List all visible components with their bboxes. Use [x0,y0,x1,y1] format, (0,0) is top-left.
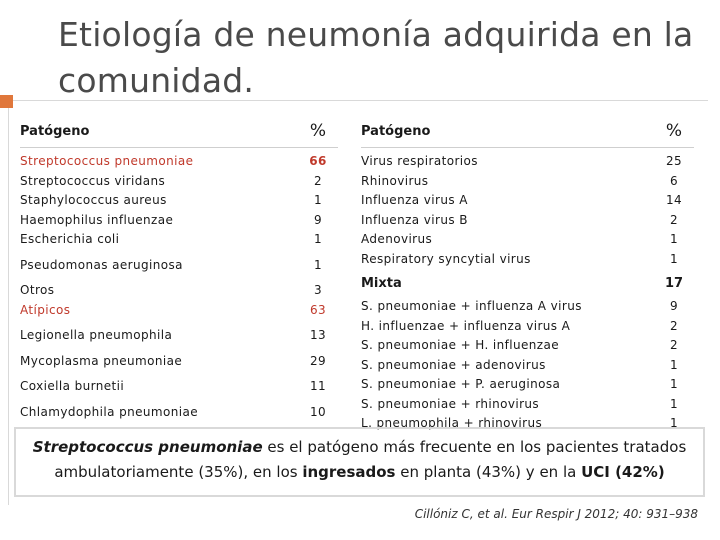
row-name: Atípicos [20,302,71,317]
table-row [361,211,694,231]
row-pct: 1 [313,257,323,272]
row-pct: 14 [665,193,683,207]
table-row [361,297,694,317]
row-pct: 2 [669,212,679,227]
mixed-subheader [361,269,694,297]
row-pct: 1 [669,251,679,266]
left-header-pct: % [309,121,327,141]
row-name: H. influenzae + influenza virus A [361,318,571,333]
table-row [20,230,338,250]
row-pct: 10 [309,404,327,419]
table-row [20,281,338,301]
row-pct: 2 [313,173,323,188]
row-pct: 1 [313,193,323,207]
summary-ingresados: ingresados [302,463,396,481]
table-row [361,356,694,376]
accent-square [0,95,13,108]
row-name: Respiratory syncytial virus [361,251,531,266]
row-name: Staphylococcus aureus [20,193,167,207]
table-row [20,326,338,346]
row-name: Streptococcus viridans [20,173,166,188]
mixed-pct: 17 [664,275,684,291]
row-name: Escherichia coli [20,232,120,246]
table-row [20,256,338,276]
row-name: Influenza virus A [361,193,468,207]
row-pct: 1 [669,357,679,372]
table-row [20,191,338,211]
table-row [361,336,694,356]
slide-title: Etiología de neumonía adquirida en la comunidad. [58,15,694,100]
row-name: Virus respiratorios [361,154,478,168]
table-row [20,301,338,321]
row-name: S. pneumoniae + adenovirus [361,357,546,372]
row-name: S. pneumoniae + P. aeruginosa [361,377,561,391]
table-row [361,152,694,172]
row-pct: 25 [665,154,683,168]
right-header-pct: % [665,121,683,141]
row-pct: 1 [669,232,679,246]
left-pathogen-table [20,115,338,423]
row-name: Chlamydophila pneumoniae [20,404,198,419]
mixed-label: Mixta [361,275,402,291]
table-row [20,352,338,372]
row-name: Coxiella burnetii [20,379,125,393]
row-pct: 3 [313,283,323,297]
row-name: Rhinovirus [361,173,429,188]
row-name: L. pneumophila + rhinovirus [361,416,543,430]
row-name: Haemophilus influenzae [20,212,174,227]
row-name: Adenovirus [361,232,433,246]
table-row [361,317,694,337]
row-name: Otros [20,283,55,297]
right-header-pathogen: Patógeno [361,123,431,139]
row-name: Mycoplasma pneumoniae [20,353,183,368]
divider-vertical [8,100,9,505]
summary-organism: Streptococcus pneumoniae [32,438,263,456]
left-table-header [20,115,338,148]
table-row [361,172,694,192]
row-name: Legionella pneumophila [20,328,173,342]
table-row [20,211,338,231]
table-row [20,152,338,172]
table-row [361,191,694,211]
right-pathogen-table [361,115,694,430]
summary-uci: UCI (42%) [581,463,665,481]
row-pct: 1 [669,377,679,391]
row-pct: 6 [669,173,679,188]
row-pct: 13 [309,328,327,342]
summary-text-2: en planta (43%) y en la [395,463,582,481]
row-pct: 2 [669,338,679,352]
summary-text-1: es el patógeno más frecuente en los pacientes tratados ambulatoriamente (35%), en los [54,438,687,481]
table-row [361,395,694,415]
table-row [20,377,338,397]
row-pct: 1 [669,396,679,411]
row-pct: 63 [309,302,327,317]
row-name: Pseudomonas aeruginosa [20,257,183,272]
row-name: S. pneumoniae + rhinovirus [361,396,540,411]
row-name: Influenza virus B [361,212,468,227]
right-table-header [361,115,694,148]
row-pct: 1 [313,232,323,246]
row-pct: 9 [669,299,679,313]
left-header-pathogen: Patógeno [20,123,90,139]
citation: Cillóniz C, et al. Eur Respir J 2012; 40: 931–938 [414,507,698,521]
table-row [361,250,694,270]
row-name: S. pneumoniae + H. influenzae [361,338,560,352]
table-row [361,230,694,250]
row-pct: 66 [309,154,327,168]
row-pct: 11 [309,379,327,393]
row-pct: 2 [669,318,679,333]
table-row [20,403,338,423]
row-pct: 9 [313,212,323,227]
summary-box [14,427,705,497]
row-pct: 29 [309,353,327,368]
table-row [361,375,694,395]
row-name: S. pneumoniae + influenza A virus [361,299,582,313]
row-pct: 1 [669,416,679,430]
row-name: Streptococcus pneumoniae [20,154,194,168]
table-row [20,172,338,192]
